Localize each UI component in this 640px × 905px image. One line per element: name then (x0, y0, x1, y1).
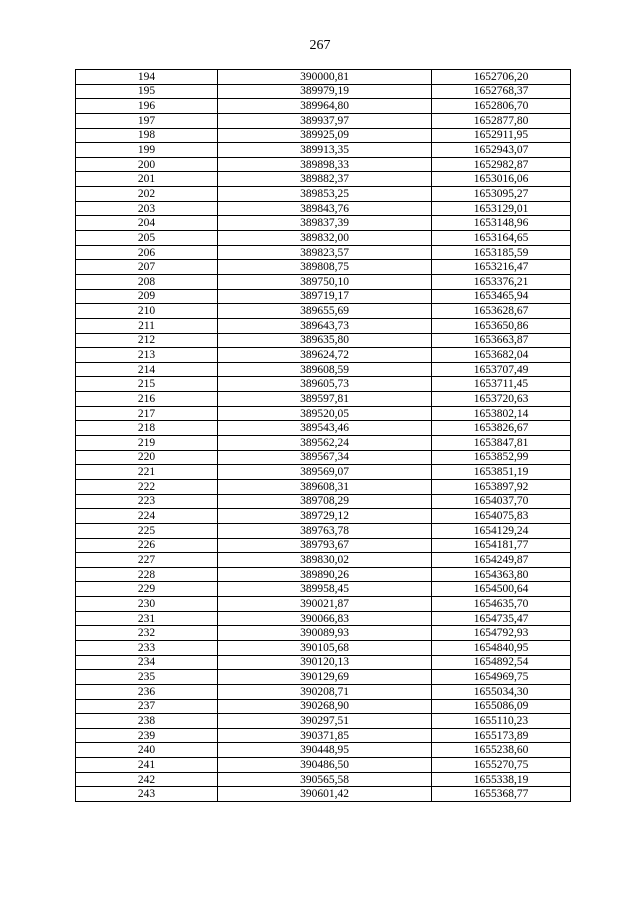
y-coordinate-cell: 1653164,65 (432, 231, 571, 246)
point-number-cell: 214 (76, 362, 218, 377)
coordinates-table (75, 69, 571, 802)
y-coordinate-cell: 1654635,70 (432, 597, 571, 612)
point-number-cell: 234 (76, 655, 218, 670)
x-coordinate-cell: 390105,68 (218, 640, 432, 655)
table-row (76, 289, 571, 304)
y-coordinate-cell: 1652706,20 (432, 70, 571, 85)
x-coordinate-cell: 390000,81 (218, 70, 432, 85)
point-number-cell: 201 (76, 172, 218, 187)
y-coordinate-cell: 1653707,49 (432, 362, 571, 377)
x-coordinate-cell: 389624,72 (218, 348, 432, 363)
x-coordinate-cell: 390120,13 (218, 655, 432, 670)
y-coordinate-cell: 1653465,94 (432, 289, 571, 304)
x-coordinate-cell: 389830,02 (218, 553, 432, 568)
y-coordinate-cell: 1654363,80 (432, 567, 571, 582)
x-coordinate-cell: 389543,46 (218, 421, 432, 436)
y-coordinate-cell: 1653720,63 (432, 392, 571, 407)
y-coordinate-cell: 1655270,75 (432, 758, 571, 773)
x-coordinate-cell: 390066,83 (218, 611, 432, 626)
point-number-cell: 229 (76, 582, 218, 597)
table-row (76, 333, 571, 348)
point-number-cell: 197 (76, 113, 218, 128)
table-row (76, 509, 571, 524)
y-coordinate-cell: 1655368,77 (432, 787, 571, 802)
table-row (76, 494, 571, 509)
table-row (76, 157, 571, 172)
y-coordinate-cell: 1653802,14 (432, 406, 571, 421)
y-coordinate-cell: 1653897,92 (432, 479, 571, 494)
y-coordinate-cell: 1655238,60 (432, 743, 571, 758)
x-coordinate-cell: 390371,85 (218, 728, 432, 743)
table-row (76, 348, 571, 363)
y-coordinate-cell: 1654129,24 (432, 523, 571, 538)
point-number-cell: 205 (76, 231, 218, 246)
table-row (76, 465, 571, 480)
point-number-cell: 216 (76, 392, 218, 407)
table-row (76, 187, 571, 202)
point-number-cell: 208 (76, 274, 218, 289)
table-row (76, 421, 571, 436)
point-number-cell: 241 (76, 758, 218, 773)
x-coordinate-cell: 389635,80 (218, 333, 432, 348)
x-coordinate-cell: 390089,93 (218, 626, 432, 641)
point-number-cell: 232 (76, 626, 218, 641)
point-number-cell: 238 (76, 714, 218, 729)
table-row (76, 216, 571, 231)
y-coordinate-cell: 1653016,06 (432, 172, 571, 187)
point-number-cell: 220 (76, 450, 218, 465)
x-coordinate-cell: 389520,05 (218, 406, 432, 421)
point-number-cell: 231 (76, 611, 218, 626)
y-coordinate-cell: 1653376,21 (432, 274, 571, 289)
y-coordinate-cell: 1655173,89 (432, 728, 571, 743)
y-coordinate-cell: 1654249,87 (432, 553, 571, 568)
y-coordinate-cell: 1653682,04 (432, 348, 571, 363)
point-number-cell: 223 (76, 494, 218, 509)
x-coordinate-cell: 389890,26 (218, 567, 432, 582)
table-row (76, 479, 571, 494)
y-coordinate-cell: 1653185,59 (432, 245, 571, 260)
table-row (76, 640, 571, 655)
x-coordinate-cell: 389750,10 (218, 274, 432, 289)
point-number-cell: 202 (76, 187, 218, 202)
table-row (76, 597, 571, 612)
x-coordinate-cell: 389832,00 (218, 231, 432, 246)
point-number-cell: 226 (76, 538, 218, 553)
x-coordinate-cell: 389823,57 (218, 245, 432, 260)
point-number-cell: 219 (76, 436, 218, 451)
y-coordinate-cell: 1652806,70 (432, 99, 571, 114)
table-row (76, 70, 571, 85)
point-number-cell: 217 (76, 406, 218, 421)
table-row (76, 406, 571, 421)
x-coordinate-cell: 389562,24 (218, 436, 432, 451)
point-number-cell: 206 (76, 245, 218, 260)
x-coordinate-cell: 389608,31 (218, 479, 432, 494)
y-coordinate-cell: 1653095,27 (432, 187, 571, 202)
x-coordinate-cell: 390021,87 (218, 597, 432, 612)
point-number-cell: 212 (76, 333, 218, 348)
table-row (76, 743, 571, 758)
y-coordinate-cell: 1653663,87 (432, 333, 571, 348)
y-coordinate-cell: 1653826,67 (432, 421, 571, 436)
x-coordinate-cell: 390565,58 (218, 772, 432, 787)
table-row (76, 523, 571, 538)
table-row (76, 714, 571, 729)
table-row (76, 626, 571, 641)
table-row (76, 787, 571, 802)
table-row (76, 611, 571, 626)
y-coordinate-cell: 1654792,93 (432, 626, 571, 641)
x-coordinate-cell: 389843,76 (218, 201, 432, 216)
x-coordinate-cell: 389913,35 (218, 143, 432, 158)
x-coordinate-cell: 389569,07 (218, 465, 432, 480)
y-coordinate-cell: 1653852,99 (432, 450, 571, 465)
point-number-cell: 215 (76, 377, 218, 392)
y-coordinate-cell: 1653711,45 (432, 377, 571, 392)
point-number-cell: 213 (76, 348, 218, 363)
y-coordinate-cell: 1652982,87 (432, 157, 571, 172)
x-coordinate-cell: 390601,42 (218, 787, 432, 802)
y-coordinate-cell: 1653628,67 (432, 304, 571, 319)
y-coordinate-cell: 1653847,81 (432, 436, 571, 451)
table-row (76, 392, 571, 407)
x-coordinate-cell: 389958,45 (218, 582, 432, 597)
page-number: 267 (309, 38, 331, 53)
x-coordinate-cell: 390268,90 (218, 699, 432, 714)
table-row (76, 260, 571, 275)
point-number-cell: 236 (76, 684, 218, 699)
x-coordinate-cell: 389808,75 (218, 260, 432, 275)
table-row (76, 670, 571, 685)
point-number-cell: 218 (76, 421, 218, 436)
table-row (76, 728, 571, 743)
y-coordinate-cell: 1652877,80 (432, 113, 571, 128)
point-number-cell: 228 (76, 567, 218, 582)
table-row (76, 318, 571, 333)
y-coordinate-cell: 1655110,23 (432, 714, 571, 729)
x-coordinate-cell: 389898,33 (218, 157, 432, 172)
point-number-cell: 233 (76, 640, 218, 655)
table-row (76, 362, 571, 377)
x-coordinate-cell: 390208,71 (218, 684, 432, 699)
point-number-cell: 230 (76, 597, 218, 612)
table-row (76, 655, 571, 670)
table-row (76, 113, 571, 128)
y-coordinate-cell: 1652768,37 (432, 84, 571, 99)
x-coordinate-cell: 389979,19 (218, 84, 432, 99)
point-number-cell: 200 (76, 157, 218, 172)
table-row (76, 128, 571, 143)
y-coordinate-cell: 1655034,30 (432, 684, 571, 699)
table-row (76, 582, 571, 597)
point-number-cell: 227 (76, 553, 218, 568)
point-number-cell: 199 (76, 143, 218, 158)
table-row (76, 245, 571, 260)
table-row (76, 231, 571, 246)
x-coordinate-cell: 389837,39 (218, 216, 432, 231)
point-number-cell: 211 (76, 318, 218, 333)
table-row (76, 143, 571, 158)
table-row (76, 377, 571, 392)
table-row (76, 699, 571, 714)
y-coordinate-cell: 1654735,47 (432, 611, 571, 626)
point-number-cell: 243 (76, 787, 218, 802)
y-coordinate-cell: 1654840,95 (432, 640, 571, 655)
table-row (76, 567, 571, 582)
table-row (76, 436, 571, 451)
point-number-cell: 224 (76, 509, 218, 524)
y-coordinate-cell: 1653851,19 (432, 465, 571, 480)
x-coordinate-cell: 389925,09 (218, 128, 432, 143)
point-number-cell: 209 (76, 289, 218, 304)
x-coordinate-cell: 389567,34 (218, 450, 432, 465)
point-number-cell: 222 (76, 479, 218, 494)
y-coordinate-cell: 1653216,47 (432, 260, 571, 275)
table-row (76, 758, 571, 773)
x-coordinate-cell: 389708,29 (218, 494, 432, 509)
point-number-cell: 203 (76, 201, 218, 216)
y-coordinate-cell: 1652911,95 (432, 128, 571, 143)
point-number-cell: 204 (76, 216, 218, 231)
point-number-cell: 240 (76, 743, 218, 758)
point-number-cell: 242 (76, 772, 218, 787)
table-row (76, 84, 571, 99)
y-coordinate-cell: 1655338,19 (432, 772, 571, 787)
x-coordinate-cell: 390448,95 (218, 743, 432, 758)
y-coordinate-cell: 1654181,77 (432, 538, 571, 553)
y-coordinate-cell: 1653650,86 (432, 318, 571, 333)
x-coordinate-cell: 389729,12 (218, 509, 432, 524)
point-number-cell: 198 (76, 128, 218, 143)
x-coordinate-cell: 390486,50 (218, 758, 432, 773)
x-coordinate-cell: 389964,80 (218, 99, 432, 114)
table-row (76, 772, 571, 787)
y-coordinate-cell: 1653129,01 (432, 201, 571, 216)
x-coordinate-cell: 389597,81 (218, 392, 432, 407)
table-row (76, 172, 571, 187)
point-number-cell: 210 (76, 304, 218, 319)
point-number-cell: 196 (76, 99, 218, 114)
x-coordinate-cell: 389608,59 (218, 362, 432, 377)
table-row (76, 274, 571, 289)
x-coordinate-cell: 389605,73 (218, 377, 432, 392)
x-coordinate-cell: 390129,69 (218, 670, 432, 685)
table-row (76, 684, 571, 699)
y-coordinate-cell: 1654969,75 (432, 670, 571, 685)
x-coordinate-cell: 389763,78 (218, 523, 432, 538)
y-coordinate-cell: 1654500,64 (432, 582, 571, 597)
x-coordinate-cell: 389793,67 (218, 538, 432, 553)
x-coordinate-cell: 389655,69 (218, 304, 432, 319)
point-number-cell: 237 (76, 699, 218, 714)
point-number-cell: 235 (76, 670, 218, 685)
point-number-cell: 207 (76, 260, 218, 275)
x-coordinate-cell: 389643,73 (218, 318, 432, 333)
x-coordinate-cell: 389882,37 (218, 172, 432, 187)
y-coordinate-cell: 1652943,07 (432, 143, 571, 158)
y-coordinate-cell: 1654075,83 (432, 509, 571, 524)
table-row (76, 201, 571, 216)
x-coordinate-cell: 389853,25 (218, 187, 432, 202)
point-number-cell: 239 (76, 728, 218, 743)
table-row (76, 99, 571, 114)
point-number-cell: 225 (76, 523, 218, 538)
point-number-cell: 221 (76, 465, 218, 480)
table-row (76, 553, 571, 568)
x-coordinate-cell: 389937,97 (218, 113, 432, 128)
coordinates-table-body (76, 70, 571, 802)
y-coordinate-cell: 1653148,96 (432, 216, 571, 231)
point-number-cell: 194 (76, 70, 218, 85)
table-row (76, 538, 571, 553)
y-coordinate-cell: 1654892,54 (432, 655, 571, 670)
x-coordinate-cell: 389719,17 (218, 289, 432, 304)
table-row (76, 304, 571, 319)
y-coordinate-cell: 1655086,09 (432, 699, 571, 714)
x-coordinate-cell: 390297,51 (218, 714, 432, 729)
y-coordinate-cell: 1654037,70 (432, 494, 571, 509)
point-number-cell: 195 (76, 84, 218, 99)
table-row (76, 450, 571, 465)
